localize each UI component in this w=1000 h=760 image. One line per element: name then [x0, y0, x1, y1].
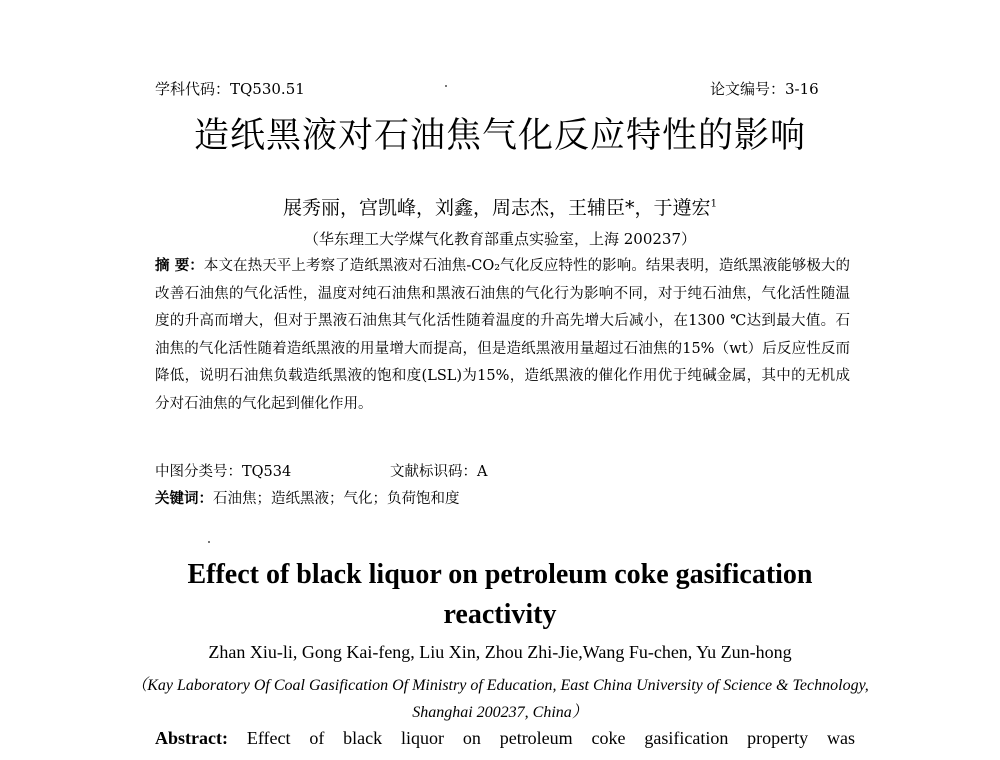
- classification-number: 中图分类号：TQ534: [155, 464, 292, 480]
- chinese-abstract-label: 摘 要：: [155, 257, 204, 274]
- chinese-authors: [0, 193, 1000, 220]
- chinese-affiliation: （华东理工大学煤气化教育部重点实验室，上海 200237）: [303, 230, 697, 248]
- keywords-label: 关键词：: [155, 490, 213, 507]
- english-abstract-label: Abstract:: [155, 728, 228, 748]
- chinese-keywords: [155, 487, 460, 508]
- chinese-title: 造纸黑液对石油焦气化反应特性的影响: [193, 116, 806, 156]
- english-abstract-text: Effect of black liquor on petroleum coke gasification property was: [246, 728, 855, 748]
- subject-code: 学科代码：TQ530.51: [155, 80, 305, 98]
- english-abstract: [155, 728, 855, 749]
- document-code: 文献标识码：A: [390, 464, 488, 480]
- scan-speck: [445, 85, 447, 87]
- author-superscript: 1: [710, 198, 717, 210]
- english-affiliation: （Kay Laboratory Of Coal Gasification Of Ministry of Education, East China University of Science & Technology, Shanghai 200237, China）: [131, 677, 869, 721]
- keywords-text: 石油焦；造纸黑液；气化；负荷饱和度: [213, 491, 460, 507]
- english-authors: Zhan Xiu-li, Gong Kai-feng, Liu Xin, Zhou Zhi-Jie,Wang Fu-chen, Yu Zun-hong: [208, 642, 792, 662]
- chinese-abstract: [155, 252, 850, 418]
- paper-number: 论文编号：3-16: [710, 80, 819, 98]
- scan-speck: [208, 541, 210, 543]
- chinese-abstract-text: 本文在热天平上考察了造纸黑液对石油焦-CO₂气化反应特性的影响。结果表明，造纸黑液能够极大的改善石油焦的气化活性，温度对纯石油焦和黑液石油焦的气化行为影响不同，对于纯石油焦，气化活性随温度的升高而增大，但对于黑液石油焦其气化活性随着温度的升高先增大后减小，在1300 ℃达到最大值。石油焦的气化活性随着造纸黑液的用量增大而提高，但是造纸黑液用量超过石油焦的15%（wt）后反应性反而降低，说明石油焦负载造纸黑液的饱和度(LSL)为15%，造纸黑液的催化作用优于纯碱金属，其中的无机成分对石油焦的气化起到催化作用。: [155, 258, 850, 412]
- chinese-author-names: 展秀丽，宫凯峰，刘鑫，周志杰，王辅臣*，于遵宏: [283, 197, 711, 219]
- english-title: Effect of black liquor on petroleum coke gasification reactivity: [187, 559, 813, 630]
